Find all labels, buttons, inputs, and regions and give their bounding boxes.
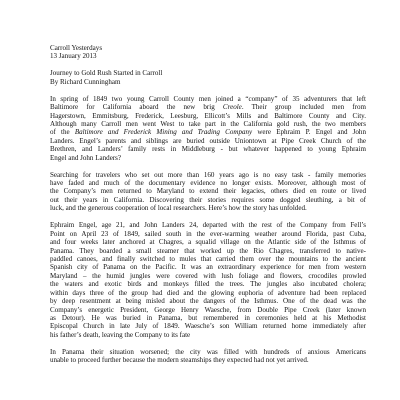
italic-text: Creole [222,103,242,112]
text-run: paddled canoes, and finally switched to mules that carried them over the mountains to the ancient [50,254,366,263]
paragraph-line [50,95,366,103]
paragraph-line [50,306,366,314]
paragraph-line [50,263,366,271]
paragraph-line [50,348,366,356]
paragraph-line [50,238,366,246]
article-paragraph [50,221,366,339]
text-run: have faded and much of the documentary evidence no longer exists. Moreover, although most of [50,179,366,187]
text-run: as Detour). He was buried in Panama, but remembered in ceremonies held at his Methodist [50,314,366,322]
paragraph-line [50,297,366,305]
article [50,44,366,365]
text-run: unable to proceed further because the modern steamships they expected had not yet arrived. [50,356,309,365]
text-run: Engel and John Landers? [50,153,122,162]
paragraph-line [50,112,366,120]
paragraph-line [50,280,366,288]
paragraph-line [50,247,366,255]
article-body [50,95,366,365]
text-run: out their years in California. Discovering their stories requires some dogged sleuthing, a bit of [50,195,366,204]
text-run: luck, and the generous cooperation of local researchers. Here’s how the story has unfolded. [50,204,307,213]
paragraph-line [50,331,366,339]
paragraph-line [50,196,366,204]
text-run: In spring of 1849 two young Carroll County men joined a “company” of 35 adventurers that left [50,94,366,103]
text-run: Hagerstown, Emmitsburg, Frederick, Leesburg, Ellicott’s Mills and Baltimore County and City. [50,111,366,120]
text-run: Searching for travelers who set out more than 160 years ago is no easy task - family memories [50,170,366,179]
text-run: Spanish city of Panama on the Pacific. It was an extraordinary experience for men from western [50,263,366,272]
text-run: Panama. They boarded a small steamer that worked up the Rio Chagres, transferred to native- [50,246,366,255]
paragraph-line [50,314,366,322]
paragraph-line [50,356,366,364]
paragraph-line [50,187,366,195]
text-run: Episcopal Church in late July of 1849. Waesche’s son William returned home immediately after [50,322,366,331]
article-byline: By Richard Cunningham [50,77,121,86]
paragraph-line [50,128,366,136]
text-run: . Their group included men from [241,103,366,112]
text-run: within days three of the group had died and the glowing euphoria of adventure had been replaced [50,288,366,297]
text-run: were Ephraim P. Engel and John [252,128,366,137]
article-paragraph [50,348,366,365]
article-paragraph [50,171,366,213]
text-run: and four weeks later anchored at Chagres, a squalid village on the Atlantic side of the Isthmus of [50,238,366,247]
text-run: Point on April 23 of 1849, sailed south in the ever-warming weather around Florida, past Cuba, [50,229,366,238]
paragraph-line [50,120,366,128]
text-run: Company’s energetic President, George Henry Waesche, from Double Pipe Creek (later known [50,305,366,314]
article-paragraph [50,95,366,163]
spacer [50,61,366,69]
text-run: of the [50,128,75,137]
paragraph-line [50,255,366,263]
paragraph-line [50,145,366,153]
text-run: Ephraim Engel, age 21, and John Landers 24, departed with the rest of the Company from Fell’s [50,221,366,230]
paragraph-line [50,230,366,238]
text-run: the Company’s men returned to Maryland to extend their legacies, others died en route or lived [50,187,366,196]
text-run: Landers. Engel’s parents and siblings are buried outside Uniontown at Pipe Creek Church of the [50,136,366,145]
column-name: Carroll Yesterdays [50,44,103,52]
paragraph-line [50,103,366,111]
article-date: 13 January 2013 [50,52,97,61]
text-run: Maryland – the humid jungles were covered with lush foliage and flowers, crocodiles prowled [50,271,366,280]
paragraph-line [50,137,366,145]
paragraph-line [50,289,366,297]
paragraph-line [50,154,366,162]
text-run: Brethren, and Landers’ family rests in Middleburg - but whatever happened to young Ephraim [50,145,366,154]
paragraph-line [50,179,366,187]
text-run: Baltimore for California aboard the new brig [50,103,223,112]
paragraph-line [50,171,366,179]
spacer [50,86,366,94]
paragraph-line [50,204,366,212]
italic-text: Baltimore and Frederick Mining and Trading Company [74,128,253,137]
paragraph-line [50,272,366,280]
paragraph-line [50,221,366,229]
text-run: Although many Carroll men went West to take part in the California gold rush, the two members [50,119,366,128]
text-run: In Panama their situation worsened; the city was filled with hundreds of anxious Americans [50,347,366,356]
text-run: by deep resentment at being misled about the dangers of the Isthmus. One of the dead was the [50,297,366,306]
paragraph-line [50,322,366,330]
text-run: the waters and exotic birds and monkeys filled the trees. The jungles also incubated cholera; [50,280,366,289]
text-run: his father’s death, leaving the Company to its fate [50,330,191,339]
article-title: Journey to Gold Rush Started in Carroll [50,69,163,78]
